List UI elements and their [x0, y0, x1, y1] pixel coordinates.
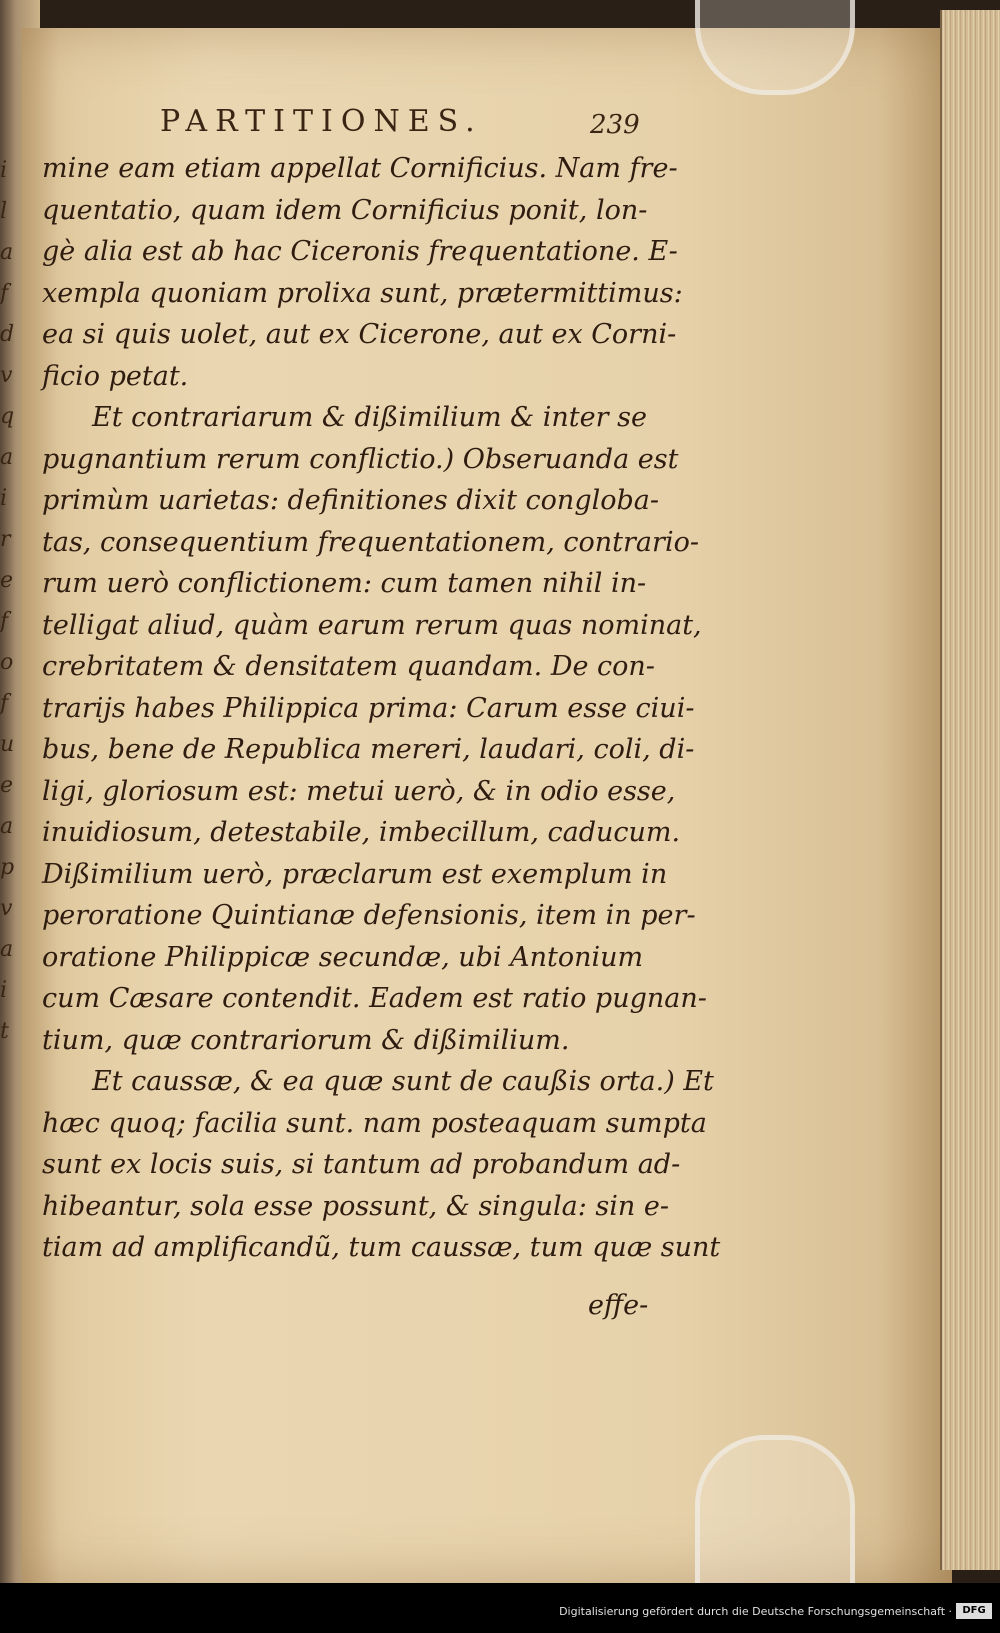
text-line: peroratione Quintianæ defensionis, item in per-	[42, 900, 696, 931]
margin-fragment: q	[0, 404, 15, 429]
margin-fragment: i	[0, 978, 8, 1003]
text-line: ea si quis uolet, aut ex Cicerone, aut ex Corni-	[42, 319, 677, 350]
text-line: oratione Philippicæ secundæ, ubi Antonium	[42, 941, 644, 973]
page-clip-bottom	[695, 1435, 855, 1605]
page-edges	[940, 10, 1000, 1570]
text-line: pugnantium rerum conflictio.) Obseruanda est	[42, 443, 679, 475]
text-line: Dißimilium uerò, præclarum est exemplum in	[42, 858, 668, 890]
text-line: ligi, gloriosum est: metui uerò, & in odio esse,	[42, 775, 676, 807]
facing-page-margin-text	[0, 150, 36, 1052]
margin-fragment: e	[0, 568, 14, 593]
text-line: mine eam etiam appellat Cornificius. Nam fre-	[42, 153, 678, 184]
text-line: primùm uarietas: definitiones dixit congloba-	[42, 485, 659, 516]
margin-fragment: l	[0, 199, 8, 224]
text-line: inuidiosum, detestabile, imbecillum, caducum.	[42, 817, 681, 848]
text-line: tas, consequentium frequentationem, contrario-	[42, 526, 699, 558]
text-line: hibeantur, sola esse possunt, & singula: sin e-	[42, 1190, 669, 1222]
text-line: trarijs habes Philippica prima: Carum esse ciui-	[42, 692, 695, 724]
margin-fragment: r	[0, 527, 11, 552]
text-line: tiam ad amplificandũ, tum caussæ, tum quæ sunt	[42, 1232, 721, 1263]
margin-fragment: f	[0, 281, 9, 306]
text-line: Et caussæ, & ea quæ sunt de caußis orta.) Et	[92, 1066, 714, 1097]
margin-fragment: o	[0, 650, 14, 675]
margin-fragment: a	[0, 240, 14, 265]
margin-fragment: f	[0, 609, 9, 634]
body-text	[42, 148, 721, 1269]
text-line: crebritatem & densitatem quandam. De con-	[42, 651, 655, 682]
text-line: bus, bene de Republica mereri, laudari, coli, di-	[42, 734, 695, 765]
text-line: sunt ex locis suis, si tantum ad probandum ad-	[42, 1149, 681, 1180]
text-line: telligat aliud, quàm earum rerum quas nominat,	[42, 609, 702, 641]
footer-bar	[0, 1583, 1000, 1633]
text-line: cum Cæsare contendit. Eadem est ratio pugnan-	[42, 983, 707, 1014]
page-number: 239	[590, 110, 640, 140]
margin-fragment: p	[0, 855, 15, 880]
running-header: PARTITIONES.	[160, 104, 483, 139]
margin-fragment: d	[0, 322, 15, 347]
margin-fragment: a	[0, 445, 14, 470]
margin-fragment: e	[0, 773, 14, 798]
text-line: rum uerò conflictionem: cum tamen nihil in-	[42, 568, 647, 599]
margin-fragment: v	[0, 896, 13, 921]
margin-fragment: a	[0, 814, 14, 839]
margin-fragment: v	[0, 363, 13, 388]
text-line: hæc quoq; facilia sunt. nam posteaquam sumpta	[42, 1107, 707, 1139]
text-line: xempla quoniam prolixa sunt, prætermittimus:	[42, 277, 683, 309]
margin-fragment: a	[0, 937, 14, 962]
text-line: ficio petat.	[42, 360, 189, 392]
margin-fragment: f	[0, 691, 9, 716]
catchword: effe-	[588, 1290, 649, 1321]
text-line: quentatio, quam idem Cornificius ponit, lon-	[42, 194, 648, 226]
margin-fragment: t	[0, 1019, 9, 1044]
text-line: Et contrariarum & dißimilium & inter se	[92, 402, 647, 433]
text-line: gè alia est ab hac Ciceronis frequentatione. E-	[42, 236, 678, 267]
margin-fragment: i	[0, 158, 8, 183]
dfg-logo: DFG	[956, 1603, 992, 1619]
margin-fragment: i	[0, 486, 8, 511]
funding-credit: Digitalisierung gefördert durch die Deutsche Forschungsgemeinschaft ·	[559, 1605, 952, 1618]
margin-fragment: u	[0, 732, 15, 757]
text-line: tium, quæ contrariorum & dißimilium.	[42, 1024, 570, 1056]
